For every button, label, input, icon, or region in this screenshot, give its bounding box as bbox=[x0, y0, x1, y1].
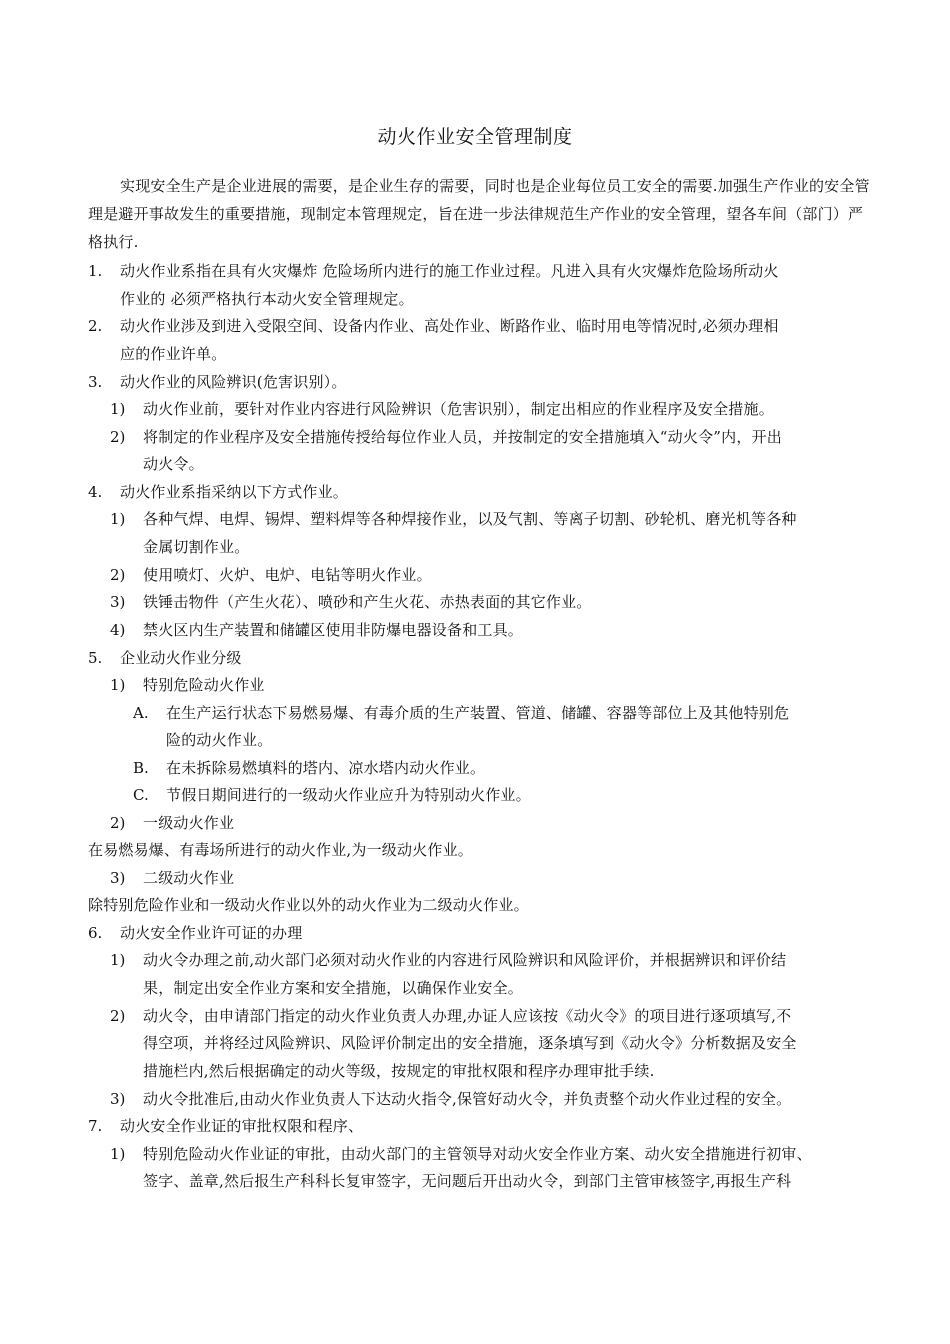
section-text: 动火作业的风险辨识(危害识别）。 bbox=[120, 373, 347, 391]
item-text: 特别危险动火作业 bbox=[143, 676, 265, 694]
section-text: 作业的 必须严格执行本动火安全管理规定。 bbox=[120, 290, 414, 308]
section-number: 4. bbox=[88, 483, 103, 501]
item-text: 签字、盖章,然后报生产科科长复审签字，无问题后开出动火令，到部门主管审核签字,再报生产科 bbox=[143, 1172, 792, 1190]
section-number: 7. bbox=[88, 1117, 103, 1135]
item-number: 1) bbox=[110, 951, 126, 969]
section-number: 2. bbox=[88, 317, 103, 335]
subitem-letter: C. bbox=[133, 786, 149, 804]
item-number: 1) bbox=[110, 510, 126, 528]
item-text: 动火令。 bbox=[143, 455, 204, 473]
item-text: 特别危险动火作业证的审批，由动火部门的主管领导对动火安全作业方案、动火安全措施进行初审、 bbox=[143, 1145, 812, 1163]
item-text: 动火令，由申请部门指定的动火作业负责人办理,办证人应该按《动火令》的项目进行逐项填写,不 bbox=[143, 1007, 792, 1025]
item-text: 措施栏内,然后根据确定的动火等级，按规定的审批权限和程序办理审批手续. bbox=[143, 1062, 655, 1080]
section-number: 1. bbox=[88, 262, 103, 280]
section-text: 应的作业许单。 bbox=[120, 345, 227, 363]
section-text: 动火作业系指采纳以下方式作业。 bbox=[120, 483, 349, 501]
subitem-text: 险的动火作业。 bbox=[166, 731, 273, 749]
item-number: 2) bbox=[110, 814, 126, 832]
item-text: 各种气焊、电焊、锡焊、塑料焊等各种焊接作业，以及气割、等离子切割、砂轮机、磨光机等各种 bbox=[143, 510, 797, 528]
item-text: 果，制定出安全作业方案和安全措施，以确保作业安全。 bbox=[143, 979, 524, 997]
item-text: 得空项，并将经过风险辨识、风险评价制定出的安全措施，逐条填写到《动火令》分析数据及安全 bbox=[143, 1034, 797, 1052]
item-text: 一级动火作业 bbox=[143, 814, 235, 832]
item-number: 2) bbox=[110, 566, 126, 584]
item-number: 1) bbox=[110, 676, 126, 694]
section-number: 3. bbox=[88, 373, 103, 391]
item-description: 在易燃易爆、有毒场所进行的动火作业,为一级动火作业。 bbox=[88, 841, 473, 859]
section-text: 动火作业系指在具有火灾爆炸 危险场所内进行的施工作业过程。凡进入具有火灾爆炸危险场所动火 bbox=[120, 262, 779, 280]
subitem-text: 在生产运行状态下易燃易爆、有毒介质的生产装置、管道、储罐、容器等部位上及其他特别危 bbox=[166, 704, 790, 722]
item-text: 动火令批准后,由动火作业负责人下达动火指令,保管好动火令，并负责整个动火作业过程的安全。 bbox=[143, 1090, 792, 1108]
section-text: 动火安全作业证的审批权限和程序、 bbox=[120, 1117, 364, 1135]
item-text: 禁火区内生产装置和储罐区使用非防爆电器设备和工具。 bbox=[143, 621, 524, 639]
item-text: 将制定的作业程序及安全措施传授给每位作业人员，并按制定的安全措施填入“动火令”内，开出 bbox=[143, 428, 782, 446]
item-number: 3) bbox=[110, 593, 126, 611]
item-number: 3) bbox=[110, 1090, 126, 1108]
section-number: 6. bbox=[88, 924, 103, 942]
section-number: 5. bbox=[88, 649, 103, 667]
item-text: 动火令办理之前,动火部门必须对动火作业的内容进行风险辨识和风险评价，并根据辨识和评价结 bbox=[143, 951, 787, 969]
item-number: 1) bbox=[110, 1145, 126, 1163]
item-text: 铁锤击物件（产生火花）、喷砂和产生火花、赤热表面的其它作业。 bbox=[143, 593, 592, 611]
item-description: 除特别危险作业和一级动火作业以外的动火作业为二级动火作业。 bbox=[88, 896, 529, 914]
item-number: 3) bbox=[110, 869, 126, 887]
subitem-letter: B. bbox=[133, 759, 149, 777]
section-text: 动火作业涉及到进入受限空间、设备内作业、高处作业、断路作业、临时用电等情况时,必须办理相 bbox=[120, 317, 779, 335]
intro-paragraph: 实现安全生产是企业进展的需要，是企业生存的需要，同时也是企业每位员工安全的需要.加强生产作业的安全管理是避开事故发生的重要措施，现制定本管理规定，旨在进一步法律规范生产作业的安全管理，望各车间（部门）严格执行. bbox=[88, 177, 870, 251]
item-text: 金属切割作业。 bbox=[143, 538, 250, 556]
item-text: 动火作业前，要针对作业内容进行风险辨识（危害识别），制定出相应的作业程序及安全措施。 bbox=[143, 400, 774, 418]
item-number: 4) bbox=[110, 621, 126, 639]
item-number: 2) bbox=[110, 428, 126, 446]
section-text: 企业动火作业分级 bbox=[120, 649, 242, 667]
item-number: 2) bbox=[110, 1007, 126, 1025]
section-text: 动火安全作业许可证的办理 bbox=[120, 924, 303, 942]
document-title: 动火作业安全管理制度 bbox=[377, 126, 573, 148]
item-text: 使用喷灯、火炉、电炉、电钻等明火作业。 bbox=[143, 566, 432, 584]
item-number: 1) bbox=[110, 400, 126, 418]
subitem-text: 在未拆除易燃填料的塔内、凉水塔内动火作业。 bbox=[166, 759, 486, 777]
subitem-text: 节假日期间进行的一级动火作业应升为特别动火作业。 bbox=[166, 786, 531, 804]
item-text: 二级动火作业 bbox=[143, 869, 235, 887]
subitem-letter: A. bbox=[133, 704, 149, 722]
